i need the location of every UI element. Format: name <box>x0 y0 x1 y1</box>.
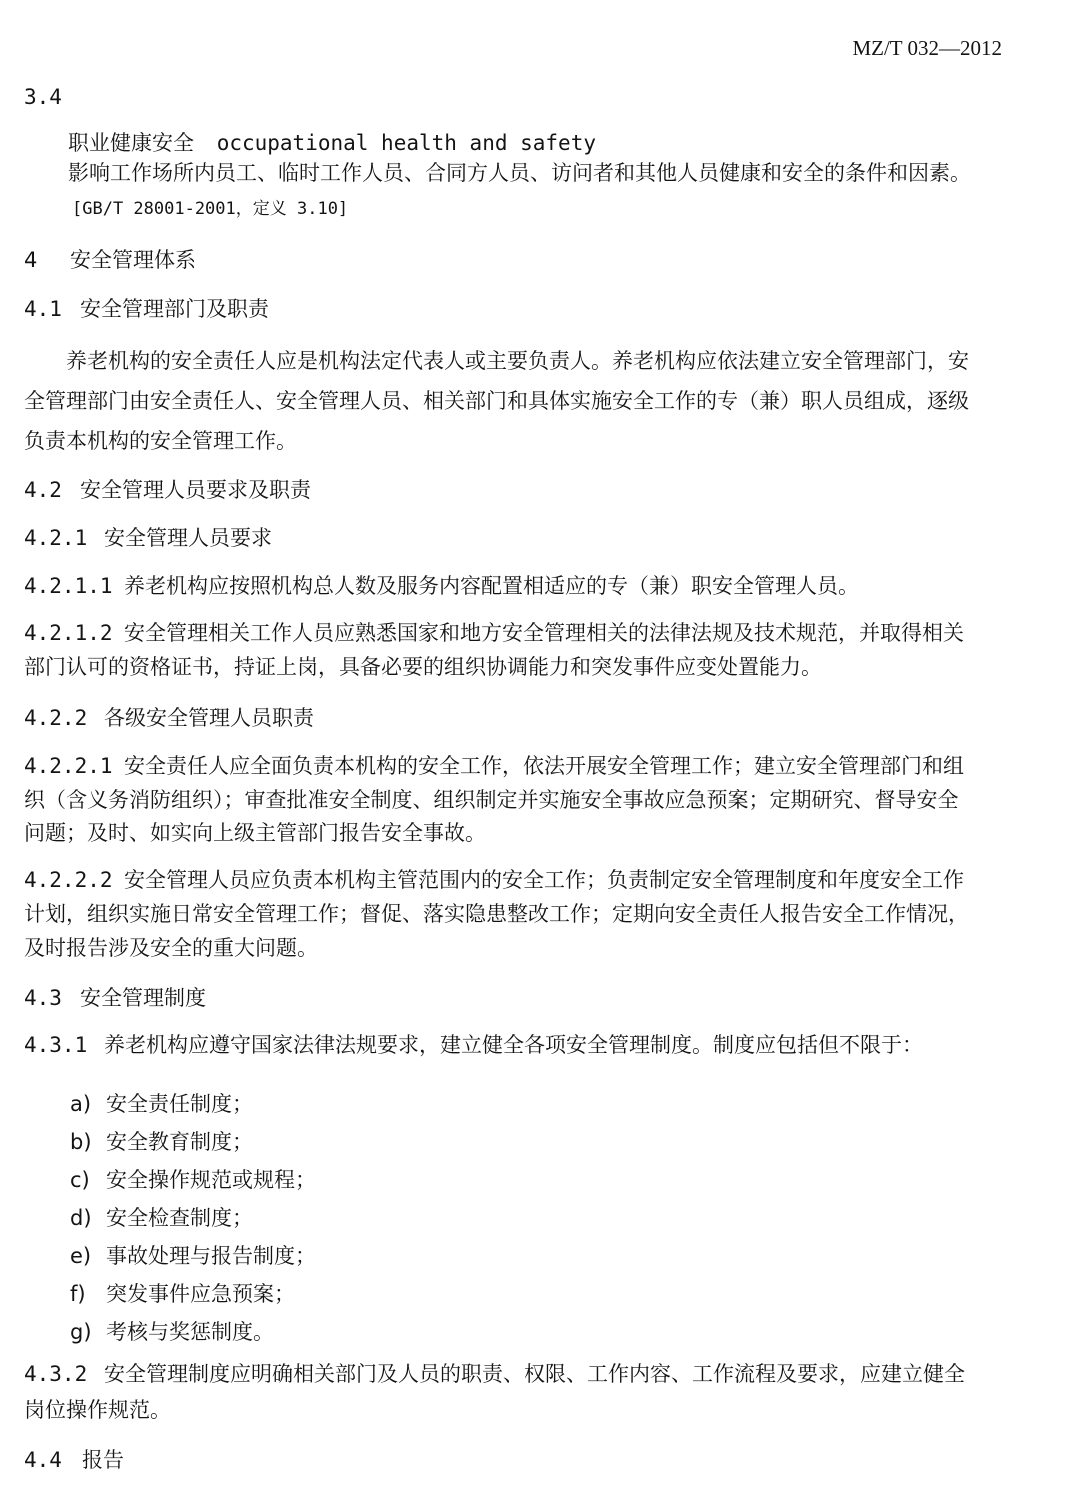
paragraph-line: 及时报告涉及安全的重大问题。 <box>24 936 318 960</box>
term-source: [GB/T 28001-2001，定义 3.10] <box>72 199 349 219</box>
list-item <box>70 1243 316 1269</box>
section-4-3-heading <box>24 985 206 1011</box>
paragraph-line: 岗位操作规范。 <box>24 1398 171 1422</box>
section-title: 安全管理人员要求及职责 <box>80 478 311 502</box>
clause-number: 4.2.2.2 <box>24 868 113 892</box>
paragraph-line: 部门认可的资格证书，持证上岗，具备必要的组织协调能力和突发事件应变处置能力。 <box>24 655 822 679</box>
paragraph-line: 织（含义务消防组织）；审查批准安全制度、组织制定并实施安全事故应急预案；定期研究、督导安全 <box>24 788 959 812</box>
section-title: 安全管理制度 <box>80 986 206 1010</box>
paragraph-line: 问题；及时、如实向上级主管部门报告安全事故。 <box>24 821 486 845</box>
term-title-en: occupational health and safety <box>216 131 596 155</box>
section-title: 安全管理部门及职责 <box>80 297 269 321</box>
clause-number: 4.3.2 <box>24 1362 88 1386</box>
clause-number: 4.2.1.1 <box>24 574 113 598</box>
list-item-label: f) <box>70 1282 86 1306</box>
list-item-text: 安全责任制度； <box>106 1092 253 1116</box>
clause-4-3-1 <box>24 1032 923 1058</box>
section-4-2-2-heading <box>24 705 314 731</box>
section-4-2-heading <box>24 477 311 503</box>
clause-number: 4.2.1.2 <box>24 621 113 645</box>
paragraph-line: 安全管理人员应负责本机构主管范围内的安全工作；负责制定安全管理制度和年度安全工作 <box>124 868 964 892</box>
section-number: 4.2.1 <box>24 526 88 550</box>
list-item <box>70 1091 253 1117</box>
term-number: 3.4 <box>24 85 62 109</box>
list-item-text: 安全检查制度； <box>106 1206 253 1230</box>
list-item-label: e) <box>70 1244 92 1268</box>
paragraph-line: 安全管理制度应明确相关部门及人员的职责、权限、工作内容、工作流程及要求，应建立健全 <box>104 1362 965 1386</box>
term-title <box>68 130 596 156</box>
clause-4-2-1-2 <box>24 620 964 646</box>
section-title: 报告 <box>82 1448 124 1472</box>
section-title: 安全管理人员要求 <box>104 526 272 550</box>
list-item <box>70 1281 295 1307</box>
paragraph-line: 计划，组织实施日常安全管理工作；督促、落实隐患整改工作；定期向安全责任人报告安全工作情况， <box>24 902 969 926</box>
paragraph-line: 负责本机构的安全管理工作。 <box>24 429 297 453</box>
list-item-label: c) <box>70 1168 90 1192</box>
paragraph-line: 养老机构的安全责任人应是机构法定代表人或主要负责人。养老机构应依法建立安全管理部门，安 <box>66 349 969 373</box>
clause-number: 4.3.1 <box>24 1033 88 1057</box>
section-4-4-heading <box>24 1447 124 1473</box>
list-item-label: a) <box>70 1092 92 1116</box>
clause-4-2-1-1 <box>24 573 859 599</box>
section-number: 4.4 <box>24 1448 62 1472</box>
section-number: 4 <box>24 248 38 272</box>
list-item <box>70 1129 253 1155</box>
list-item-text: 考核与奖惩制度。 <box>106 1320 274 1344</box>
section-4-2-1-heading <box>24 525 272 551</box>
list-item-text: 安全教育制度； <box>106 1130 253 1154</box>
list-item <box>70 1205 253 1231</box>
term-definition: 影响工作场所内员工、临时工作人员、合同方人员、访问者和其他人员健康和安全的条件和因素。 <box>68 161 971 185</box>
list-item-text: 事故处理与报告制度； <box>106 1244 316 1268</box>
section-number: 4.2 <box>24 478 62 502</box>
paragraph-line: 安全管理相关工作人员应熟悉国家和地方安全管理相关的法律法规及技术规范，并取得相关 <box>124 621 964 645</box>
section-title: 各级安全管理人员职责 <box>104 706 314 730</box>
section-4-1-heading <box>24 296 269 322</box>
clause-4-3-2 <box>24 1361 965 1387</box>
section-title: 安全管理体系 <box>70 248 196 272</box>
paragraph-line: 安全责任人应全面负责本机构的安全工作，依法开展安全管理工作；建立安全管理部门和组 <box>124 754 964 778</box>
section-number: 4.1 <box>24 297 62 321</box>
section-4-heading <box>24 247 196 273</box>
list-item <box>70 1167 316 1193</box>
list-item-label: d) <box>70 1206 92 1230</box>
section-number: 4.2.2 <box>24 706 88 730</box>
list-item-label: b) <box>70 1130 92 1154</box>
clause-4-2-2-1 <box>24 753 964 779</box>
term-title-zh: 职业健康安全 <box>68 131 194 155</box>
paragraph-line: 养老机构应按照机构总人数及服务内容配置相适应的专（兼）职安全管理人员。 <box>124 574 859 598</box>
list-item <box>70 1319 274 1345</box>
section-number: 4.3 <box>24 986 62 1010</box>
paragraph-line: 全管理部门由安全责任人、安全管理人员、相关部门和具体实施安全工作的专（兼）职人员组成，逐级 <box>24 389 969 413</box>
clause-number: 4.2.2.1 <box>24 754 113 778</box>
list-item-label: g) <box>70 1320 92 1344</box>
clause-4-2-2-2 <box>24 867 964 893</box>
list-item-text: 安全操作规范或规程； <box>106 1168 316 1192</box>
standard-code: MZ/T 032—2012 <box>852 36 1002 60</box>
paragraph-line: 养老机构应遵守国家法律法规要求，建立健全各项安全管理制度。制度应包括但不限于： <box>104 1033 923 1057</box>
list-item-text: 突发事件应急预案； <box>106 1282 295 1306</box>
